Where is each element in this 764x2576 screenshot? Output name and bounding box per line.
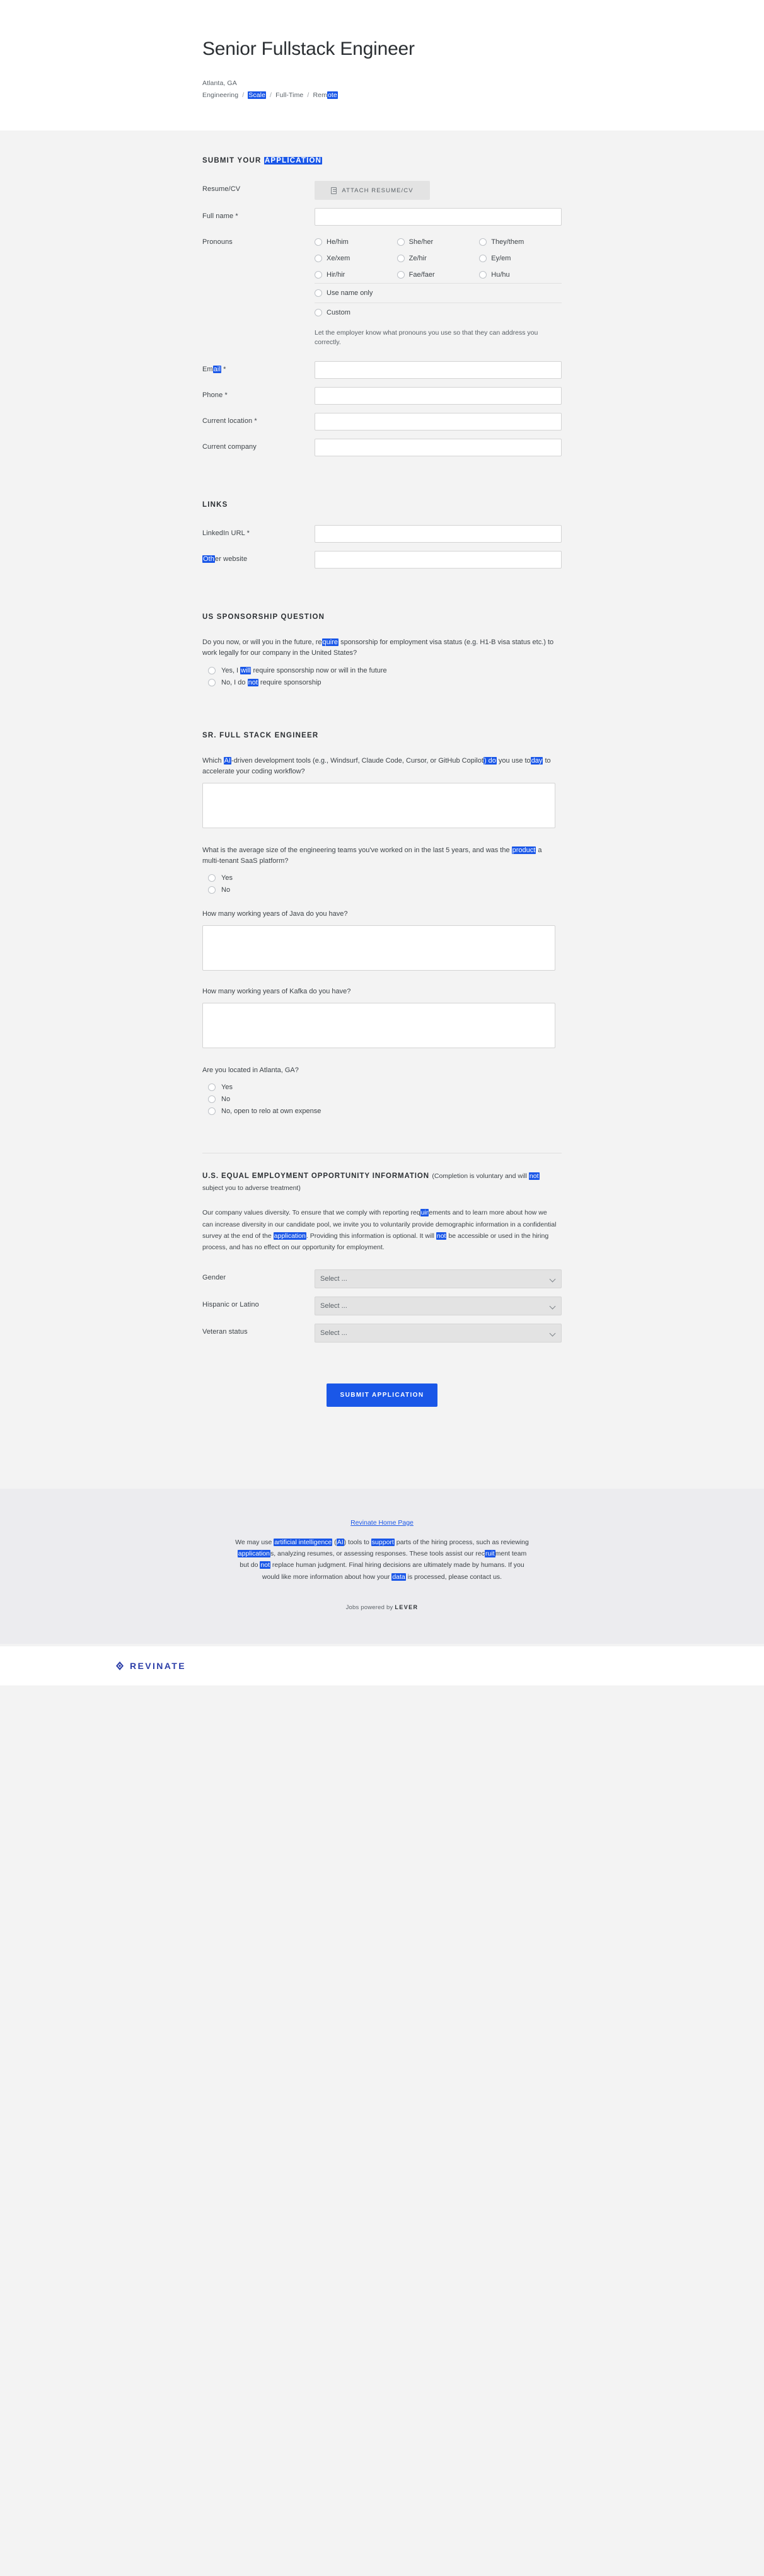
current-company-input[interactable]	[315, 439, 562, 456]
current-location-input[interactable]	[315, 413, 562, 430]
footer	[0, 1489, 764, 1644]
sponsorship-option-no-label: No, I do not require sponsorship	[221, 679, 321, 687]
pronoun-custom[interactable]	[315, 303, 562, 322]
meta-separator-1: /	[242, 91, 245, 99]
eeo-note: (Completion is voluntary and will not subject you to adverse treatment)	[202, 1172, 539, 1192]
other-website-row	[202, 551, 562, 569]
brand-bar	[0, 1646, 764, 1685]
role-question-5-option-no[interactable]	[202, 1094, 562, 1106]
footer-disclaimer: We may use artificial intelligence (AI) tools to support parts of the hiring process, such as reviewing applications, analyzing resumes, or assessing responses. These tools assist our recruitment team but do not replace human judgment. Final hiring decisions are ultimately made by humans. If you would like more information about how your data is processed, please contact us.	[235, 1538, 529, 1581]
role-question-3	[202, 909, 562, 974]
full-name-row	[202, 208, 562, 226]
powered-by	[0, 1604, 764, 1611]
role-question-2-option-no[interactable]	[202, 884, 562, 896]
pronoun-use-name-only-label: Use name only	[327, 289, 373, 297]
phone-row	[202, 387, 562, 405]
page-tail	[0, 1644, 764, 1972]
email-input[interactable]	[315, 361, 562, 379]
gender-label: Gender	[202, 1273, 226, 1281]
role-question-4-textarea[interactable]	[202, 1003, 555, 1048]
radio-icon[interactable]	[208, 874, 216, 882]
other-website-label-post: er website	[215, 555, 248, 563]
pronoun-helper-text: Let the employer know what pronouns you use so that they can address you correctly.	[315, 329, 538, 347]
pronoun-option-label: Fae/faer	[408, 271, 435, 279]
role-questions-section	[202, 702, 562, 1118]
job-employment-type: Full-Time	[275, 91, 304, 99]
veteran-row	[202, 1324, 562, 1343]
radio-icon[interactable]	[208, 1107, 216, 1115]
radio-icon[interactable]	[397, 271, 405, 279]
radio-icon[interactable]	[315, 289, 322, 297]
eeo-heading	[202, 1153, 562, 1194]
full-name-input[interactable]	[315, 208, 562, 226]
application-section	[202, 130, 562, 456]
email-label	[202, 361, 315, 373]
role-question-3-textarea[interactable]	[202, 925, 555, 971]
role-question-2-option-yes[interactable]	[202, 872, 562, 884]
meta-separator-3: /	[307, 91, 310, 99]
links-section-title: LINKS	[202, 501, 228, 509]
submit-area	[202, 1351, 562, 1407]
pronoun-options	[315, 234, 562, 283]
email-label-post: *	[221, 366, 226, 374]
role-question-4	[202, 986, 562, 1051]
pronoun-option[interactable]	[397, 250, 480, 267]
brand-logo[interactable]	[115, 1661, 186, 1671]
sponsorship-option-yes-label: Yes, I will require sponsorship now or will in the future	[221, 667, 387, 675]
pronoun-option[interactable]	[315, 267, 397, 283]
revinate-home-link[interactable]: Revinate Home Page	[350, 1518, 414, 1527]
links-section	[202, 465, 562, 569]
option-label: No	[221, 886, 231, 894]
eeo-body: Our company values diversity. To ensure that we comply with reporting requirements and to learn more about how we can increase diversity in our candidate pool, we invite you to voluntarily provide demographic information in a confidential survey at the end of the application. Providing this information is optional. It will not be accessible or used in the hiring process, and has no effect on our opportunity for employment.	[202, 1209, 557, 1251]
resume-label: Resume/CV	[202, 185, 241, 193]
radio-icon[interactable]	[208, 1083, 216, 1091]
pronoun-option-label: They/them	[491, 238, 524, 246]
pronoun-option-label: Hir/hir	[327, 271, 345, 279]
page-title: Senior Fullstack Engineer	[202, 38, 415, 59]
veteran-select[interactable]	[315, 1324, 562, 1343]
job-department: Engineering	[202, 91, 239, 99]
radio-icon[interactable]	[208, 667, 216, 674]
radio-icon[interactable]	[315, 238, 322, 246]
brand-name: REVINATE	[130, 1661, 186, 1671]
radio-icon[interactable]	[208, 886, 216, 894]
radio-icon[interactable]	[208, 679, 216, 686]
job-team: Scale	[248, 91, 266, 99]
radio-icon[interactable]	[315, 255, 322, 262]
pronoun-option-label: Ze/hir	[408, 255, 427, 262]
email-row	[202, 361, 562, 379]
radio-icon[interactable]	[479, 271, 487, 279]
job-meta	[202, 91, 562, 99]
radio-icon[interactable]	[397, 238, 405, 246]
sponsorship-q-part-1: Do you now, or will you in the future, re	[202, 638, 322, 647]
meta-separator-2: /	[270, 91, 272, 99]
pronoun-option[interactable]	[315, 250, 397, 267]
other-website-label-highlight: Oth	[203, 555, 215, 563]
radio-icon[interactable]	[315, 271, 322, 279]
resume-row	[202, 181, 562, 200]
email-label-pre: Em	[202, 366, 213, 374]
sponsorship-q-part-2: sponsorship for employment visa status (e.g. H1-B visa status etc.) to work legally for our company in the United States?	[202, 638, 554, 657]
phone-label: Phone *	[202, 391, 228, 400]
linkedin-input[interactable]	[315, 525, 562, 543]
pronoun-option-label: Hu/hu	[491, 271, 510, 279]
email-label-highlight: ail	[213, 366, 221, 374]
role-question-2	[202, 845, 562, 896]
pronoun-option-label: Xe/xem	[327, 255, 350, 262]
pronoun-option-label: Ey/em	[491, 255, 511, 262]
pronoun-option[interactable]	[397, 234, 480, 250]
full-name-label: Full name *	[202, 212, 238, 220]
revinate-diamond-icon	[115, 1661, 125, 1671]
role-question-1-textarea[interactable]	[202, 783, 555, 828]
hispanic-select[interactable]	[315, 1297, 562, 1315]
role-question-2-text: What is the average size of the engineering teams you've worked on in the last 5 years, and was the product a multi-tenant SaaS platform?	[202, 846, 542, 865]
sponsorship-question-text	[202, 637, 555, 659]
pronoun-option[interactable]	[397, 267, 480, 283]
role-question-4-text: How many working years of Kafka do you have?	[202, 987, 351, 995]
sponsorship-question	[202, 637, 562, 688]
section-title-prefix: SUBMIT YOUR	[202, 157, 264, 165]
job-location: Atlanta, GA	[202, 79, 237, 87]
option-label: No	[221, 1095, 231, 1104]
section-title-highlight: APPLICATION	[264, 157, 322, 165]
radio-icon[interactable]	[479, 255, 487, 262]
pronouns-row	[202, 234, 562, 347]
sponsorship-q-highlight: quire	[322, 638, 339, 647]
gender-row	[202, 1269, 562, 1288]
pronoun-option[interactable]	[479, 234, 562, 250]
attach-resume-label: ATTACH RESUME/CV	[342, 187, 414, 194]
sponsorship-option-yes[interactable]	[202, 665, 562, 677]
radio-icon[interactable]	[208, 1095, 216, 1103]
attach-resume-button[interactable]	[315, 181, 430, 200]
hispanic-row	[202, 1297, 562, 1315]
option-label: No, open to relo at own expense	[221, 1107, 321, 1116]
powered-by-label: Jobs powered by	[345, 1604, 393, 1612]
job-header	[0, 0, 764, 130]
role-question-5-option-yes[interactable]	[202, 1082, 562, 1094]
hispanic-label: Hispanic or Latino	[202, 1300, 259, 1308]
document-icon	[331, 187, 337, 194]
veteran-label: Veteran status	[202, 1327, 248, 1336]
option-label: Yes	[221, 1083, 233, 1092]
current-company-label: Current company	[202, 443, 257, 451]
linkedin-row	[202, 525, 562, 543]
sponsorship-section-title: US SPONSORSHIP QUESTION	[202, 613, 325, 621]
role-question-5-option-relo[interactable]	[202, 1106, 562, 1118]
radio-icon[interactable]	[479, 238, 487, 246]
role-question-1-text: Which AI-driven development tools (e.g., Windsurf, Claude Code, Cursor, or GitHub Copilot) do you use today to accelerate your coding workflow?	[202, 756, 551, 775]
pronoun-option[interactable]	[315, 234, 397, 250]
role-question-3-text: How many working years of Java do you have?	[202, 910, 348, 918]
pronoun-option[interactable]	[479, 267, 562, 283]
pronoun-custom-label: Custom	[327, 309, 350, 316]
role-question-5-text: Are you located in Atlanta, GA?	[202, 1066, 299, 1074]
eeo-title: U.S. EQUAL EMPLOYMENT OPPORTUNITY INFORMATION	[202, 1172, 429, 1180]
role-question-5	[202, 1065, 562, 1118]
pronoun-option[interactable]	[479, 250, 562, 267]
lever-logo: LEVER	[395, 1604, 419, 1611]
role-question-1	[202, 756, 562, 831]
radio-icon[interactable]	[315, 309, 322, 316]
current-location-label: Current location *	[202, 417, 257, 425]
pronoun-option-label: She/her	[408, 238, 434, 246]
linkedin-label: LinkedIn URL *	[202, 529, 250, 538]
radio-icon[interactable]	[397, 255, 405, 262]
submit-application-button[interactable]: SUBMIT APPLICATION	[327, 1383, 438, 1407]
pronoun-use-name-only[interactable]	[315, 284, 562, 303]
job-remote: Remote	[313, 91, 337, 99]
current-company-row	[202, 439, 562, 456]
pronouns-label: Pronouns	[202, 238, 233, 246]
sponsorship-section	[202, 577, 562, 688]
current-location-row	[202, 413, 562, 430]
option-label: Yes	[221, 874, 233, 882]
phone-input[interactable]	[315, 387, 562, 405]
gender-select[interactable]	[315, 1269, 562, 1288]
eeo-section	[202, 1130, 562, 1407]
application-section-title	[202, 157, 562, 165]
sponsorship-option-no[interactable]	[202, 677, 562, 689]
other-website-input[interactable]	[315, 551, 562, 569]
pronoun-option-label: He/him	[327, 238, 349, 246]
other-website-label	[202, 551, 315, 563]
role-section-title: SR. FULL STACK ENGINEER	[202, 731, 319, 739]
